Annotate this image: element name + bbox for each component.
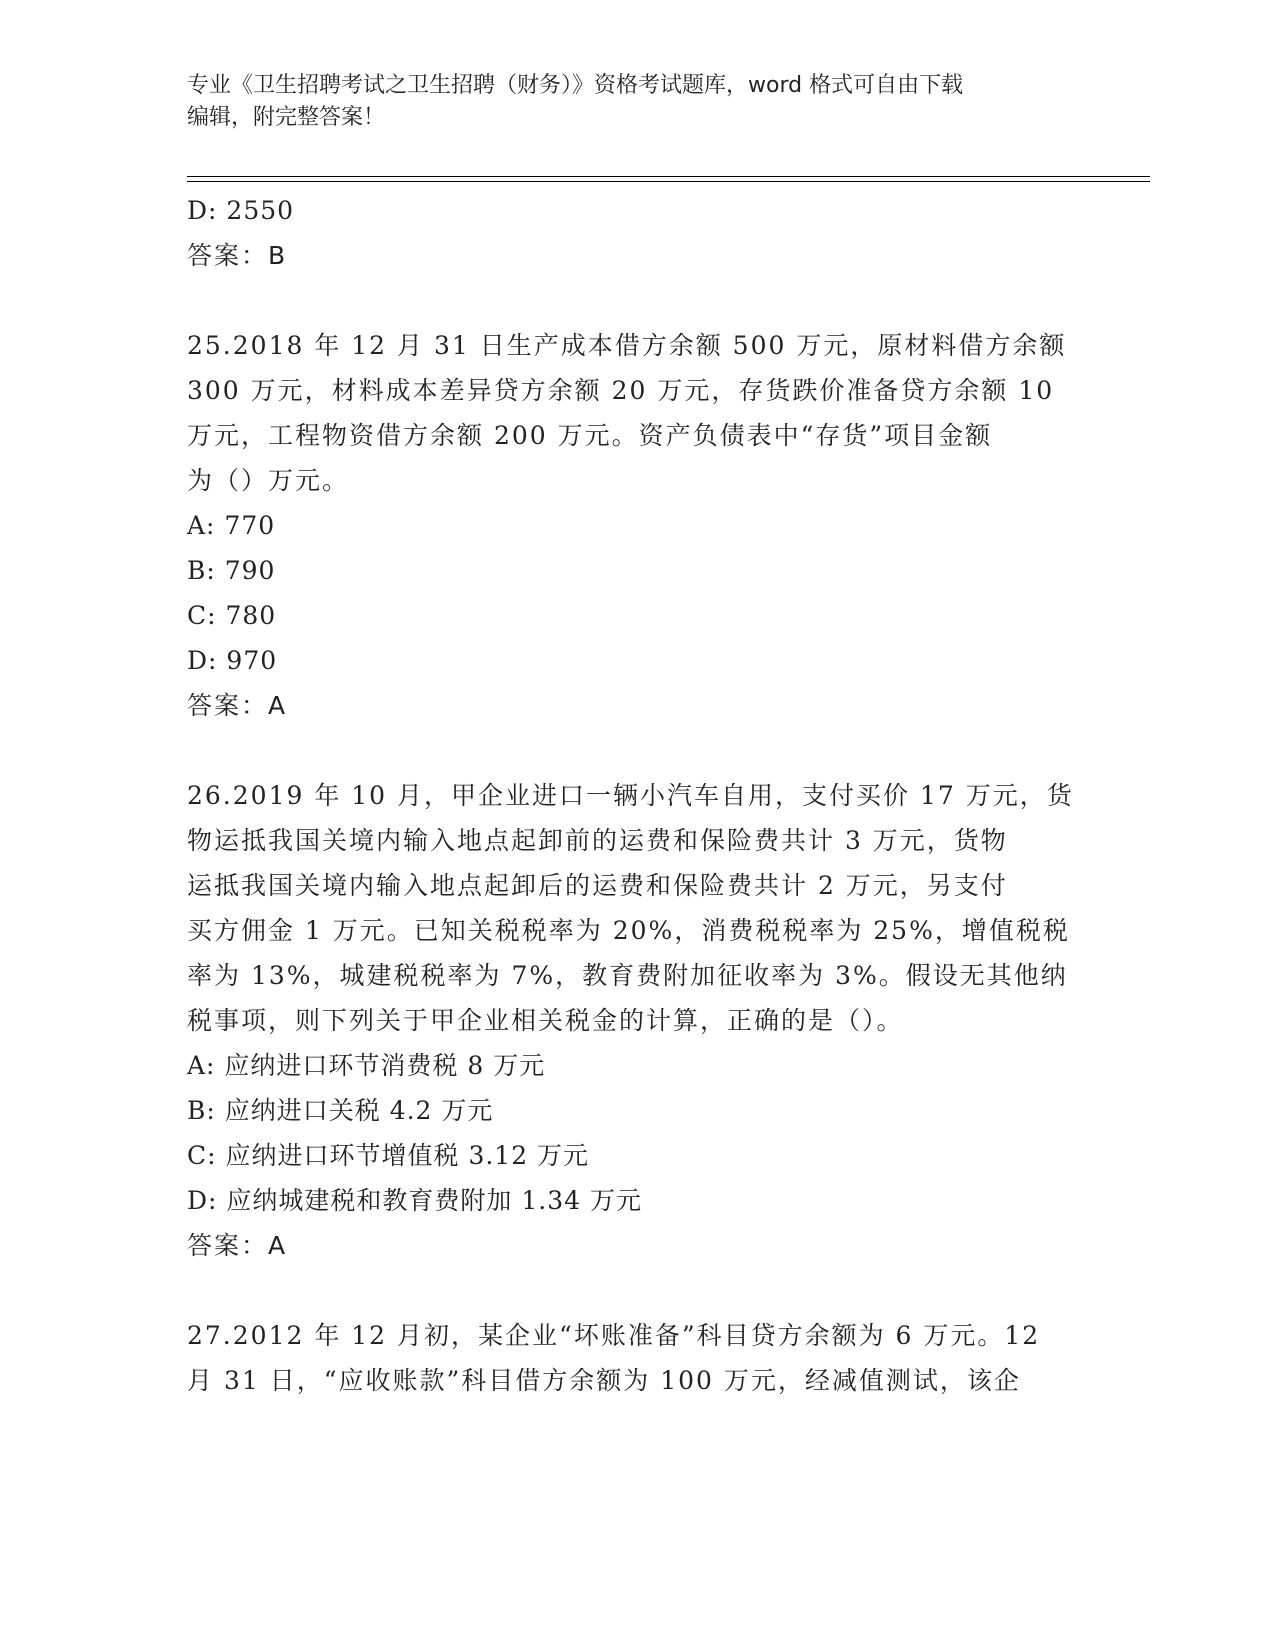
header-line-1: 专业《卫生招聘考试之卫生招聘（财务）》资格考试题库，word 格式可自由下载	[187, 73, 964, 98]
question-list	[187, 188, 1087, 1403]
option-a: A: 应纳进口环节消费税 8 万元	[187, 1051, 546, 1080]
question-text-line: 物运抵我国关境内输入地点起卸前的运费和保险费共计 3 万元，货物	[187, 826, 1008, 855]
header-rule-top	[187, 176, 1150, 177]
question-text-line: 27.2012 年 12 月初，某企业“坏账准备”科目贷方余额为 6 万元。12	[187, 1321, 1041, 1350]
option-b: B: 790	[187, 556, 276, 585]
question-text-line: 率为 13%，城建税税率为 7%，教育费附加征收率为 3%。假设无其他纳	[187, 961, 1068, 990]
question-text-line: 万元，工程物资借方余额 200 万元。资产负债表中“存货”项目金额	[187, 421, 993, 450]
question-25	[187, 323, 1087, 728]
option-c: C: 应纳进口环节增值税 3.12 万元	[187, 1141, 590, 1170]
question-text-line: 税事项，则下列关于甲企业相关税金的计算，正确的是（）。	[187, 1006, 904, 1035]
spacer	[187, 728, 1087, 773]
question-27	[187, 1313, 1087, 1403]
option-d: D: 应纳城建税和教育费附加 1.34 万元	[187, 1186, 642, 1215]
answer: 答案：A	[187, 691, 288, 720]
document-header	[187, 70, 1067, 134]
spacer	[187, 278, 1087, 323]
header-line-2: 编辑，附完整答案！	[187, 105, 386, 130]
header-rule-bottom	[187, 181, 1150, 182]
question-text-line: 为（）万元。	[187, 466, 350, 495]
option-c: C: 780	[187, 601, 277, 630]
question-26	[187, 773, 1087, 1268]
question-text-line: 运抵我国关境内输入地点起卸后的运费和保险费共计 2 万元，另支付	[187, 871, 1008, 900]
question-text-line: 月 31 日，“应收账款”科目借方余额为 100 万元，经减值测试，该企	[187, 1366, 1021, 1395]
question-text-line: 买方佣金 1 万元。已知关税税率为 20%，消费税税率为 25%，增值税税	[187, 916, 1070, 945]
question-text-line: 25.2018 年 12 月 31 日生产成本借方余额 500 万元，原材料借方余额	[187, 331, 1067, 360]
option-a: A: 770	[187, 511, 276, 540]
prev-answer: 答案：B	[187, 241, 288, 270]
spacer	[187, 1268, 1087, 1313]
question-text-line: 26.2019 年 10 月，甲企业进口一辆小汽车自用，支付买价 17 万元，货	[187, 781, 1074, 810]
prev-option-d: D: 2550	[187, 196, 295, 225]
option-b: B: 应纳进口关税 4.2 万元	[187, 1096, 494, 1125]
option-d: D: 970	[187, 646, 278, 675]
answer: 答案：A	[187, 1231, 288, 1260]
question-text-line: 300 万元，材料成本差异贷方余额 20 万元，存货跌价准备贷方余额 10	[187, 376, 1055, 405]
